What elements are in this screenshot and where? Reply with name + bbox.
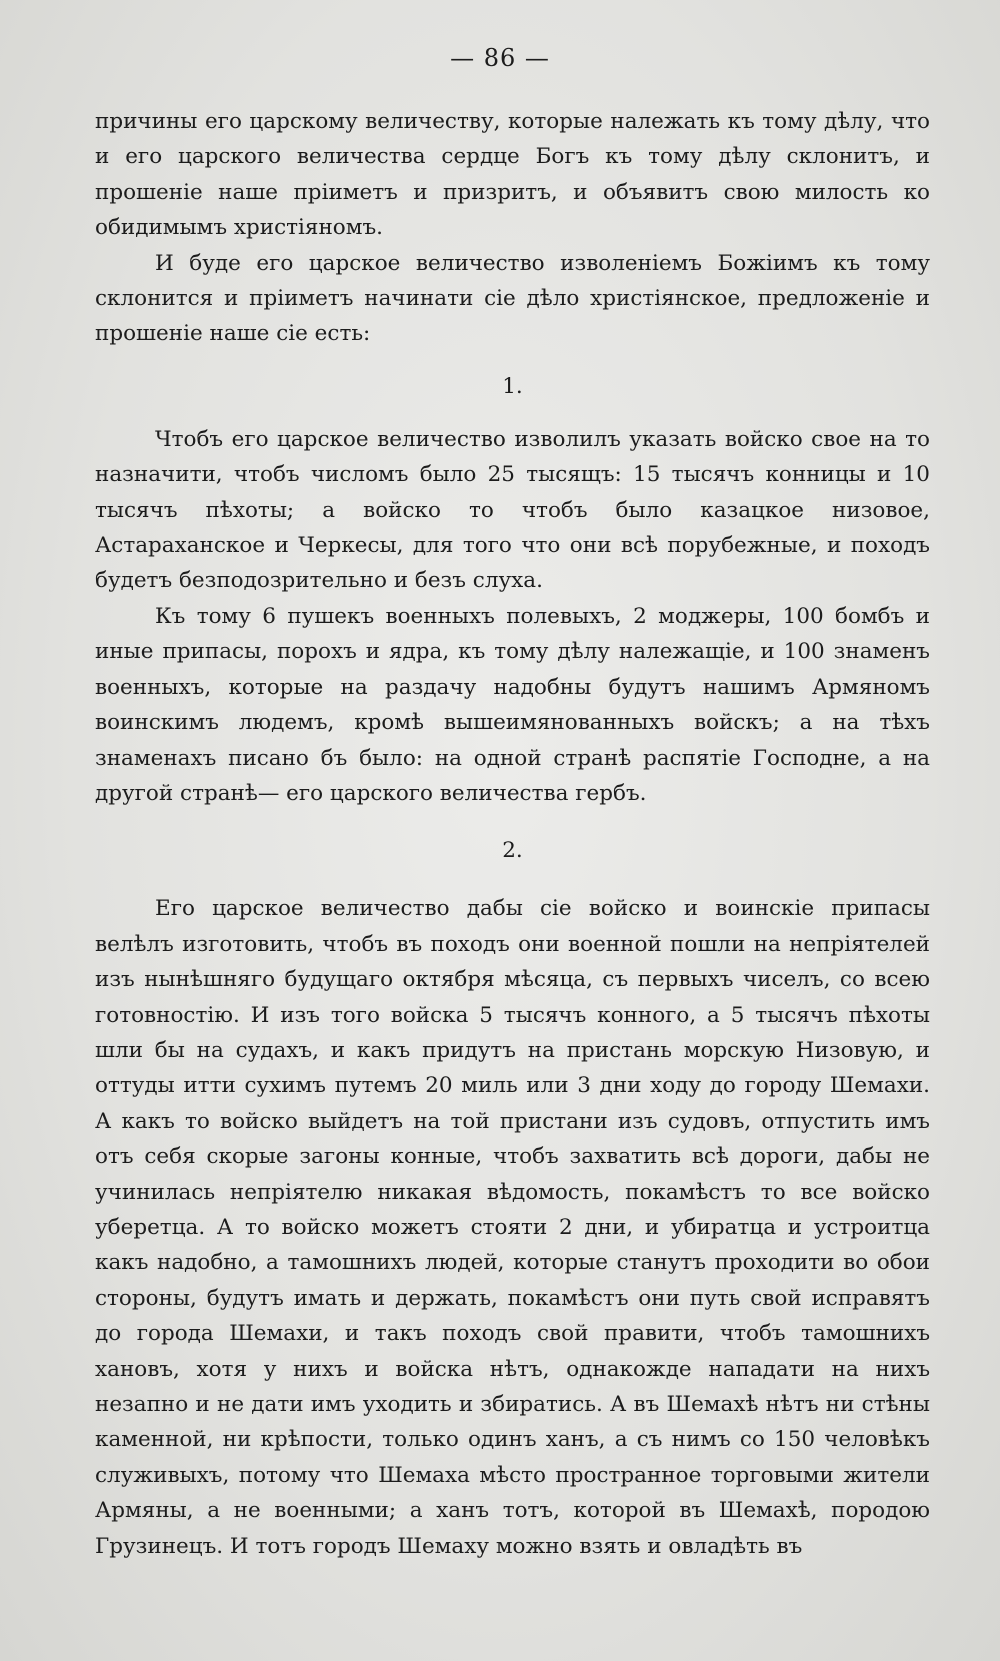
- paragraph-army-size: Чтобъ его царское величество изволилъ указать войско свое на то назначити, чтобъ числомъ было 25 тысящъ: 15 тысячъ конницы и 10 тысячъ пѣхоты; а войско то чтобъ было казацкое низовое, Астараханское и Черкесы, для того что они всѣ порубежные, и походъ будетъ безподозрительно и безъ слуха.: [95, 426, 930, 594]
- body-text: [95, 104, 930, 1564]
- page-number: — 86 —: [450, 44, 550, 72]
- paragraph-intro: И буде его царское величество изволеніемъ Божіимъ къ тому склонится и пріиметъ начинати сіе дѣло христіянское, предложеніе и прошеніе наше сіе есть:: [95, 250, 930, 347]
- section-number-2: 2.: [502, 838, 523, 864]
- paragraph-campaign-plan: Его царское величество дабы сіе войско и воинскіе припасы велѣлъ изготовить, чтобъ въ походъ они военной пошли на непріятелей изъ нынѣшняго будущаго октября мѣсяца, съ первыхъ чиселъ, со всею готовностію. И изъ того войска 5 тысячъ конного, а 5 тысячъ пѣхоты шли бы на судахъ, и какъ придутъ на пристань морскую Низовую, и оттуды итти сухимъ путемъ 20 миль или 3 дни ходу до городу Шемахи. А какъ то войско выйдетъ на той пристани изъ судовъ, отпустить имъ отъ себя скорые загоны конные, чтобъ захватить всѣ дороги, дабы не учинилась непріятелю никакая вѣдомость, покамѣстъ то все войско уберетца. А то войско можетъ стояти 2 дни, и убиратца и устроитца какъ надобно, а тамошнихъ людей, которые станутъ проходити во обои стороны, будутъ имать и держать, покамѣстъ они путь свой исправятъ до города Шемахи, и такъ походъ свой правити, чтобъ тамошнихъ хановъ, хотя у нихъ и войска нѣтъ, однакожде нападати на нихъ незапно и не дати имъ уходить и збиратись. А въ Шемахѣ нѣтъ ни стѣны каменной, ни крѣпости, только одинъ ханъ, а съ нимъ со 150 человѣкъ служивыхъ, потому что Шемаха мѣсто пространное торговыми жители Армяны, а не военными; а ханъ тотъ, которой въ Шемахѣ, породою Грузинецъ. И тотъ городъ Шемаху можно взять и овладѣть въ: [95, 896, 930, 1559]
- paragraph-cannons-banners: Къ тому 6 пушекъ военныхъ полевыхъ, 2 моджеры, 100 бомбъ и иные припасы, порохъ и ядра, къ тому дѣлу належащіе, и 100 знаменъ военныхъ, которые на раздачу надобны будутъ нашимъ Армяномъ воинскимъ людемъ, кромѣ вышеимянованныхъ войскъ; а на тѣхъ знаменахъ писано бъ было: на одной странѣ распятіе Господне, а на другой странѣ— его царского величества гербъ.: [95, 603, 930, 806]
- section-number-1: 1.: [502, 373, 523, 399]
- paragraph-continuation: причины его царскому величеству, которые належать къ тому дѣлу, что и его царского величества сердце Богъ къ тому дѣлу склонитъ, и прошеніе наше пріиметъ и призритъ, и объявитъ свою милость ко обидимымъ христіяномъ.: [95, 109, 930, 241]
